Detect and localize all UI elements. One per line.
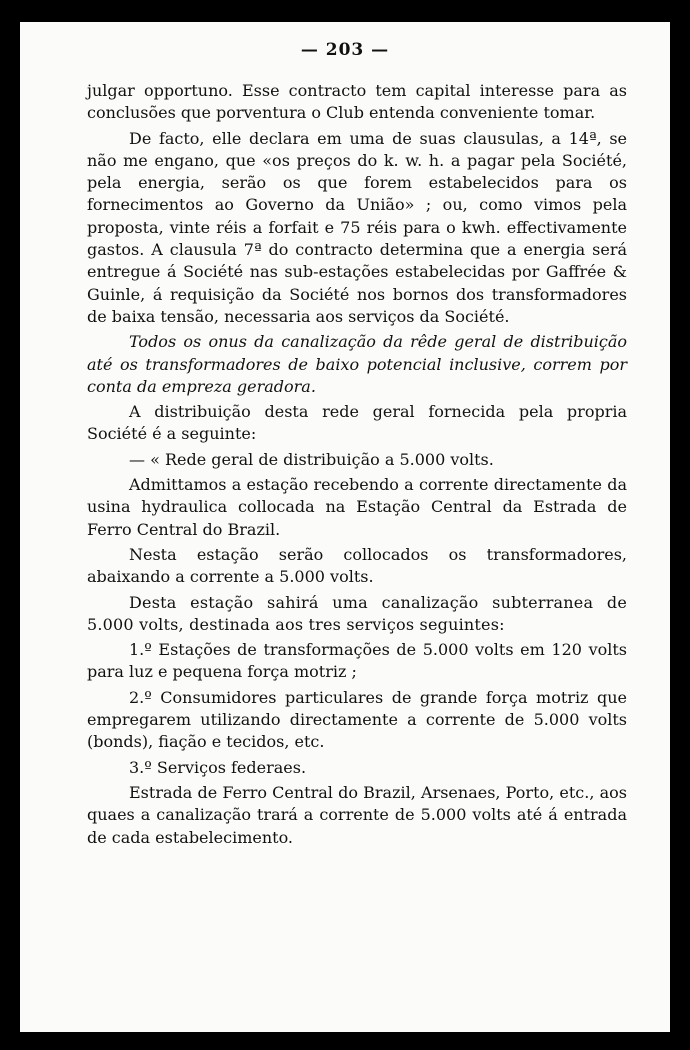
paragraph-distribuicao: A distribuição desta rede geral fornecida pela propria Société é a seguinte: (87, 402, 627, 444)
paragraph-desta-estacao: Desta estação sahirá uma canalização subterranea de 5.000 volts, destinada aos tres serviços seguintes: (87, 592, 627, 634)
paragraph-clausula: De facto, elle declara em uma de suas clausulas, a 14ª, se não me engano, que «os preços do k. w. h. a pagar pela Société, pela energia, serão os que forem estabelecidos para os fornecimentos ao Governo da União» ; ou, como vimos pela proposta, vinte réis a forfait e 75 réis para o kwh. effectivamente gastos. A clausula 7ª do contracto determina que a energia será entregue á Société nas sub-estações estabelecidas por Gaffrée & Guinle, á requisição da Société nos bornos dos transformadores de baixa tensão, necessaria aos serviços da Société. (87, 128, 627, 326)
paragraph-nesta-estacao: Nesta estação serão collocados os transformadores, abaixando a corrente a 5.000 volts. (87, 544, 627, 587)
paragraph-onus: Todos os onus da canalização da rêde geral de distribuição até os transformadores de baixo potencial inclusive, correm por conta da empreza geradora. (87, 332, 627, 396)
paragraph-rede-geral: — « Rede geral de distribuição a 5.000 volts. (129, 449, 494, 469)
paragraph-continuation: julgar opportuno. Esse contracto tem capital interesse para as conclusões que porventura o Club entenda conveniente tomar. (87, 81, 627, 123)
list-item-1: 1.º Estações de transformações de 5.000 volts em 120 volts para luz e pequena força motriz ; (87, 640, 627, 682)
paragraph-admittamos: Admittamos a estação recebendo a corrente directamente da usina hydraulica collocada na Estação Central da Estrada de Ferro Central do Brazil. (87, 475, 627, 539)
paragraph-estrada-de-ferro: Estrada de Ferro Central do Brazil, Arsenaes, Porto, etc., aos quaes a canalização trará a corrente de 5.000 volts até á entrada de cada estabelecimento. (87, 782, 627, 847)
body-text (87, 80, 627, 852)
page-number: — 203 — (300, 40, 390, 60)
book-page (20, 22, 670, 1032)
list-item-3: 3.º Serviços federaes. (129, 757, 307, 777)
list-item-2: 2.º Consumidores particulares de grande força motriz que empregarem utilizando directamente a corrente de 5.000 volts (bonds), fiação e tecidos, etc. (87, 687, 627, 752)
